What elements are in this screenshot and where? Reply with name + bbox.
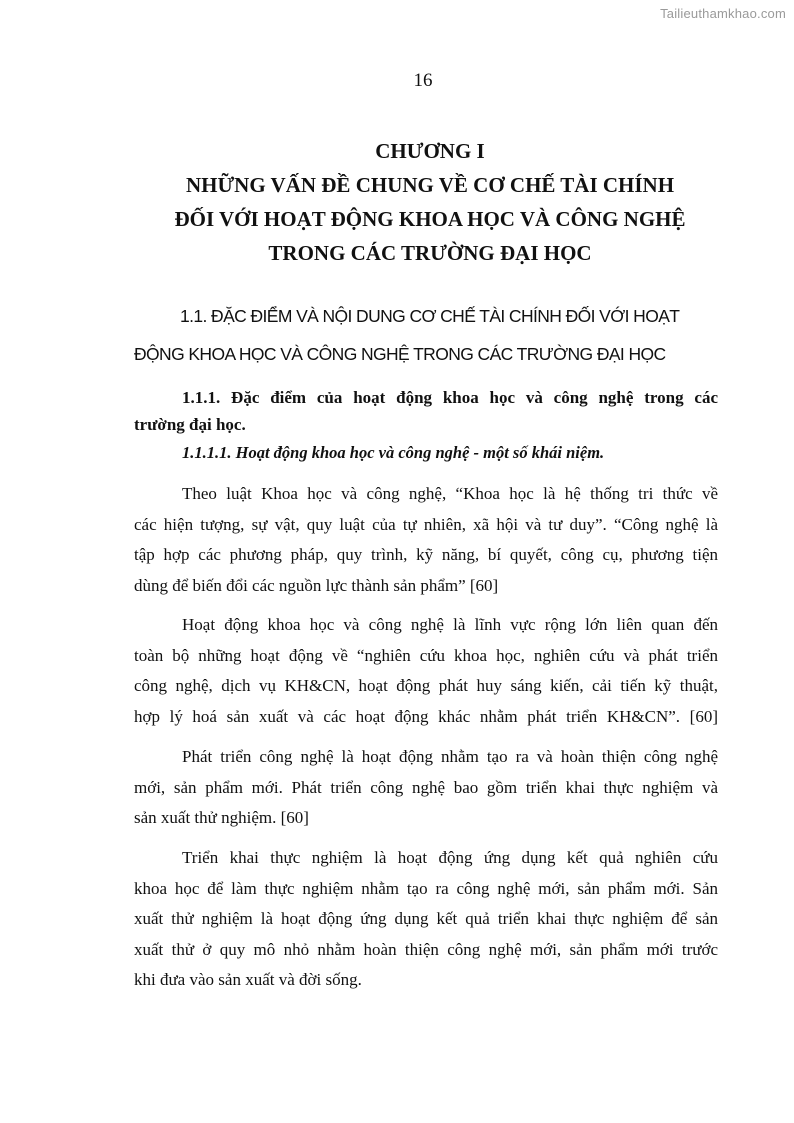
subsubsection-heading: 1.1.1.1. Hoạt động khoa học và công nghệ - một số khái niệm. [182, 443, 605, 462]
paragraph [134, 610, 718, 732]
paragraph-line: hợp lý hoá sản xuất và các hoạt động khác nhằm phát triển KH&CN”. [60] [134, 706, 718, 726]
paragraph-line: khoa học để làm thực nghiệm nhằm tạo ra công nghệ mới, sản phẩm mới. Sản [134, 878, 718, 898]
paragraph-line: xuất thử ở quy mô nhỏ nhằm hoàn thiện công nghệ mới, sản phẩm mới trước [134, 939, 718, 959]
paragraph [134, 479, 718, 601]
paragraph-line: tập hợp các phương pháp, quy trình, kỹ năng, bí quyết, công cụ, phương tiện [134, 545, 718, 564]
subsection-heading-line: trường đại học. [134, 415, 246, 434]
paragraph-line: mới, sản phẩm mới. Phát triển công nghệ bao gồm triển khai thực nghiệm và [134, 777, 718, 797]
paragraph-line: Phát triển công nghệ là hoạt động nhằm tạo ra và hoàn thiện công nghệ [182, 747, 718, 766]
paragraph [134, 742, 718, 834]
paragraph-line: toàn bộ những hoạt động về “nghiên cứu khoa học, nghiên cứu và phát triển [134, 645, 718, 665]
paragraph-line: các hiện tượng, sự vật, quy luật của tự nhiên, xã hội và tư duy”. “Công nghệ là [134, 514, 718, 534]
paragraph [134, 843, 718, 996]
paragraph-line: Triển khai thực nghiệm là hoạt động ứng dụng kết quả nghiên cứu [182, 848, 718, 867]
paragraph-line: sản xuất thử nghiệm. [60] [134, 808, 309, 827]
chapter-heading [130, 134, 730, 270]
paragraph-line: dùng để biến đổi các nguồn lực thành sản phẩm” [60] [134, 575, 499, 595]
paragraph-line: Hoạt động khoa học và công nghệ là lĩnh vực rộng lớn liên quan đến [182, 615, 718, 634]
subsection-heading-line: 1.1.1. Đặc điểm của hoạt động khoa học và công nghệ trong các [182, 388, 718, 407]
section-heading-line: 1.1. ĐẶC ĐIỂM VÀ NỘI DUNG CƠ CHẾ TÀI CHÍNH ĐỐI VỚI HOẠT [180, 306, 680, 326]
subsection-heading [134, 384, 718, 438]
chapter-title-line: ĐỐI VỚI HOẠT ĐỘNG KHOA HỌC VÀ CÔNG NGHỆ [174, 207, 686, 231]
paragraph-line: xuất thử nghiệm là hoạt động ứng dụng kết quả triển khai thực nghiệm để sản [134, 909, 718, 928]
paragraph-line: Theo luật Khoa học và công nghệ, “Khoa học là hệ thống tri thức về [182, 484, 718, 503]
page-number: 16 [413, 70, 433, 91]
watermark-text: Tailieuthamkhao.com [660, 6, 786, 21]
paragraph-line: công nghệ, dịch vụ KH&CN, hoạt động phát huy sáng kiến, cải tiến kỹ thuật, [134, 676, 718, 695]
section-heading-line: ĐỘNG KHOA HỌC VÀ CÔNG NGHỆ TRONG CÁC TRƯỜNG ĐẠI HỌC [134, 344, 666, 364]
paragraph-line: khi đưa vào sản xuất và đời sống. [134, 970, 362, 989]
chapter-title-line: NHỮNG VẤN ĐỀ CHUNG VỀ CƠ CHẾ TÀI CHÍNH [185, 173, 675, 197]
chapter-label: CHƯƠNG I [375, 139, 485, 163]
chapter-title-line: TRONG CÁC TRƯỜNG ĐẠI HỌC [268, 241, 592, 265]
